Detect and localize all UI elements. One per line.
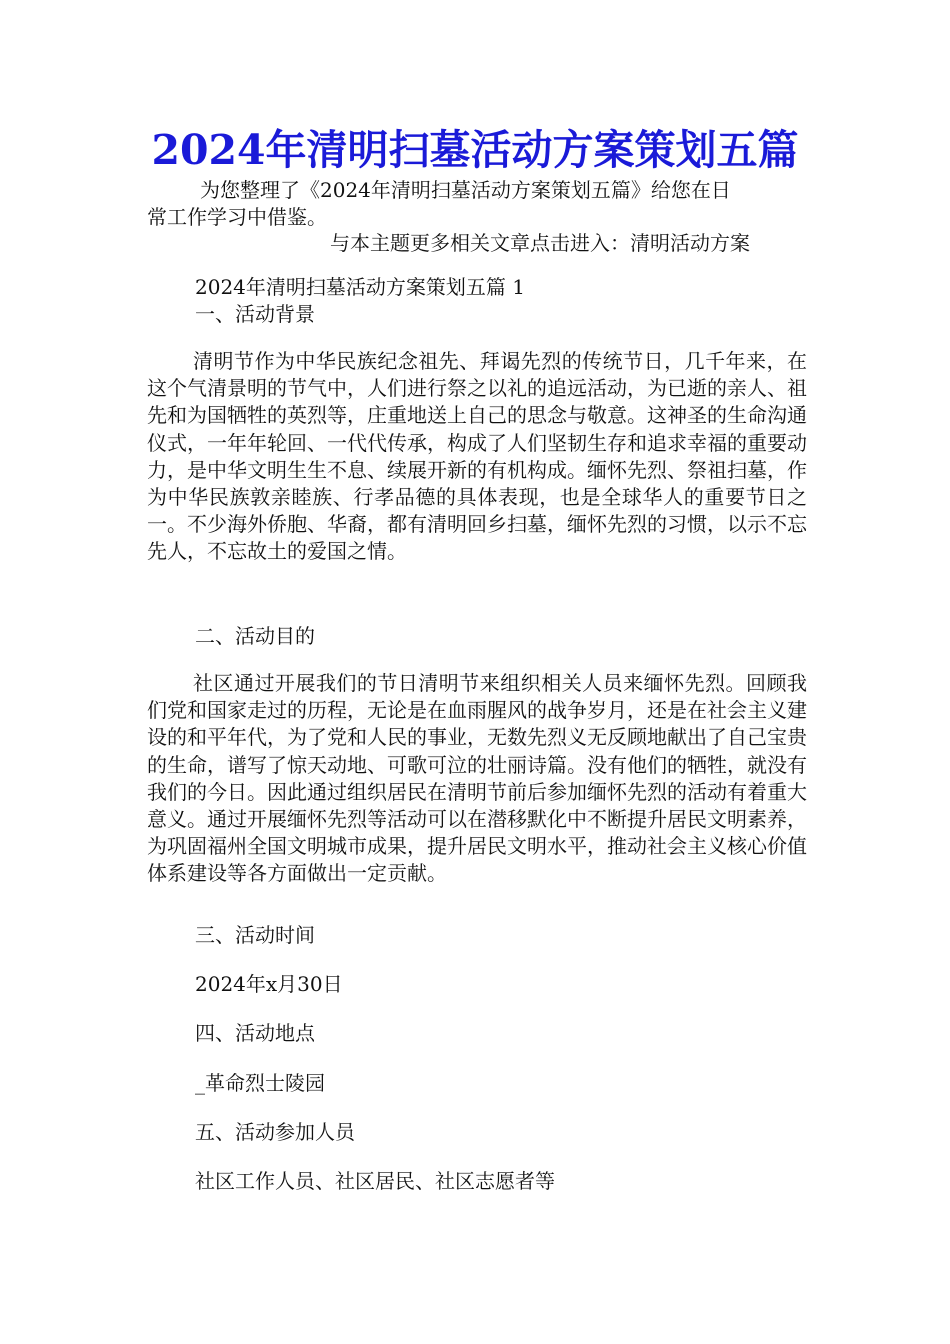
heading-purpose: 二、活动目的 (195, 624, 315, 648)
paragraph-purpose: 社区通过开展我们的节日清明节来组织相关人员来缅怀先烈。回顾我们党和国家走过的历程，无论是在血雨腥风的战争岁月，还是在社会主义建设的和平年代，为了党和人民的事业，无数先烈义无反顾地献出了自己宝贵的生命，谱写了惊天动地、可歌可泣的壮丽诗篇。没有他们的牺牲，就没有我们的今日。因此通过组织居民在清明节前后参加缅怀先烈的活动有着重大意义。通过开展缅怀先烈等活动可以在潜移默化中不断提升居民文明素养，为巩固福州全国文明城市成果，提升居民文明水平，推动社会主义核心价值体系建设等各方面做出一定贡献。 (147, 671, 807, 886)
participants: 社区工作人员、社区居民、社区志愿者等 (195, 1169, 555, 1193)
intro-line-1: 为您整理了《2024年清明扫墓活动方案策划五篇》给您在日 (200, 178, 731, 202)
document-title: 2024年清明扫墓活动方案策划五篇 (151, 126, 799, 174)
activity-place: _革命烈士陵园 (195, 1071, 325, 1095)
heading-participants: 五、活动参加人员 (195, 1120, 355, 1144)
paragraph-background: 清明节作为中华民族纪念祖先、拜谒先烈的传统节日，几千年来，在这个气清景明的节气中，人们进行祭之以礼的追远活动，为已逝的亲人、祖先和为国牺牲的英烈等，庄重地送上自己的思念与敬意。这神圣的生命沟通仪式，一年年轮回、一代代传承，构成了人们坚韧生存和追求幸福的重要动力，是中华文明生生不息、续展开新的有机构成。缅怀先烈、祭祖扫墓，作为中华民族敦亲睦族、行孝品德的具体表现，也是全球华人的重要节日之一。不少海外侨胞、华裔，都有清明回乡扫墓，缅怀先烈的习惯，以示不忘先人，不忘故土的爱国之情。 (147, 349, 807, 564)
activity-time: 2024年x月30日 (195, 972, 343, 996)
heading-background: 一、活动背景 (195, 302, 315, 326)
related-articles-link[interactable]: 与本主题更多相关文章点击进入：清明活动方案 (330, 231, 750, 255)
intro-line-2: 常工作学习中借鉴。 (147, 205, 327, 229)
heading-time: 三、活动时间 (195, 923, 315, 947)
section-title: 2024年清明扫墓活动方案策划五篇 1 (195, 275, 525, 299)
heading-place: 四、活动地点 (195, 1021, 315, 1045)
